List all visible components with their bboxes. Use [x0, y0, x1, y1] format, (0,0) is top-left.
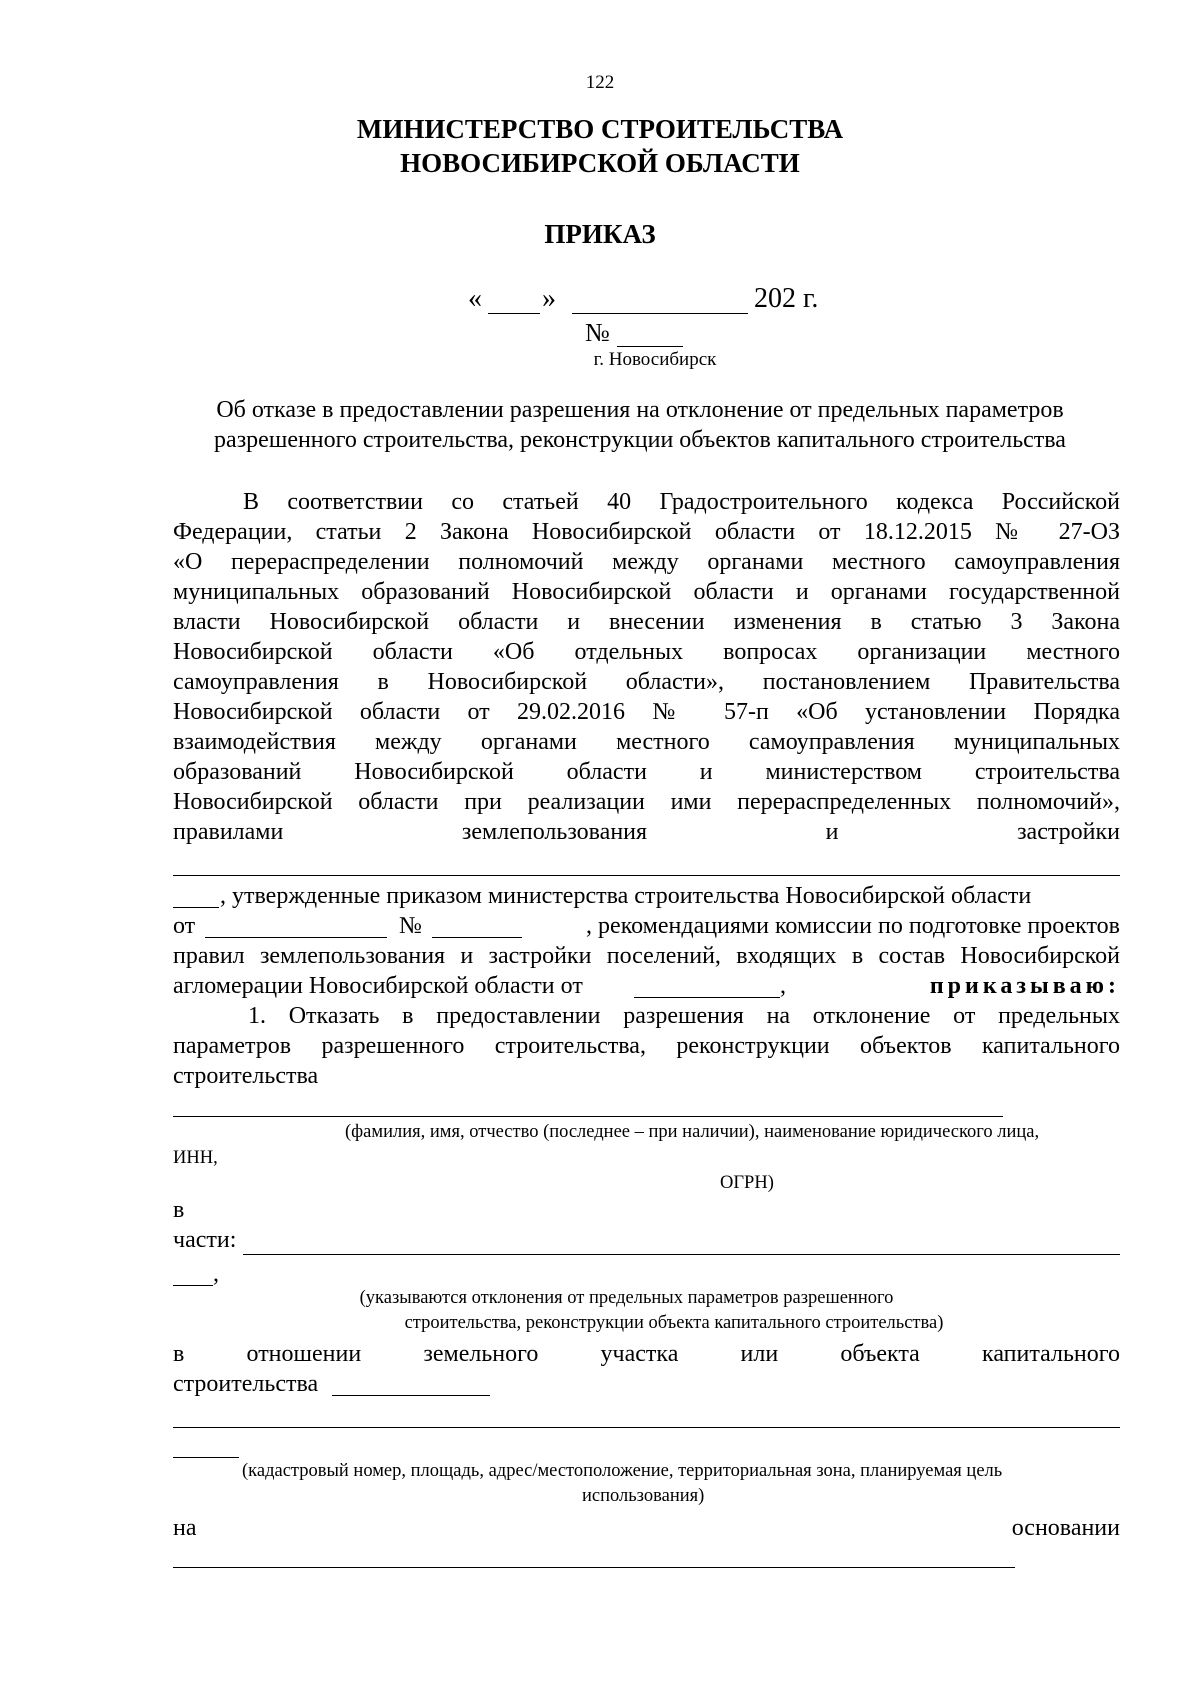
preamble-line: , рекомендациями комиссии по подготовке проектов — [586, 913, 1120, 939]
subject-line2: разрешенного строительства, реконструкции объектов капитального строительства — [214, 427, 1066, 453]
preamble-line: , утвержденные приказом министерства строительства Новосибирской области — [220, 883, 1032, 909]
rules-name-blank — [173, 875, 1120, 876]
relation-line: в отношении земельного участка или объекта капитального — [173, 1341, 1120, 1367]
construction-label: строительства — [173, 1371, 319, 1397]
page-number: 122 — [585, 72, 615, 93]
preamble-line: агломерации Новосибирской области от — [173, 973, 583, 999]
preamble-line: муниципальных образований Новосибирской области и органами государственной — [173, 579, 1120, 605]
preamble-line: взаимодействия между органами местного самоуправления муниципальных — [173, 729, 1120, 755]
date-close-quote: » — [542, 283, 556, 314]
approval-date-blank — [205, 937, 387, 938]
cadastral-hint: использования) — [582, 1486, 705, 1506]
order-keyword: приказываю: — [929, 973, 1120, 999]
comma: , — [213, 1261, 219, 1287]
preamble-line: образований Новосибирской области и министерством строительства — [173, 759, 1120, 785]
item1-line: 1. Отказать в предоставлении разрешения на отклонение от предельных — [248, 1003, 1120, 1029]
day-blank — [488, 313, 540, 314]
comma: , — [780, 973, 786, 999]
preamble-line: власти Новосибирской области и внесении изменения в статью 3 Закона — [173, 609, 1120, 635]
subject-line1: Об отказе в предоставлении разрешения на отклонение от предельных параметров — [216, 397, 1064, 423]
preamble-line: самоуправления в Новосибирской области», постановлением Правительства — [173, 669, 1120, 695]
item1-line: параметров разрешенного строительства, реконструкции объектов капитального — [173, 1033, 1120, 1059]
month-blank — [572, 313, 748, 314]
date-open-quote: « — [468, 283, 482, 314]
on-word: на — [173, 1515, 197, 1541]
object-blank-cont — [173, 1457, 239, 1458]
preamble-line: Федерации, статьи 2 Закона Новосибирской области от 18.12.2015 № 27-ОЗ — [173, 519, 1120, 545]
preamble-line: Новосибирской области «Об отдельных вопросах организации местного — [173, 639, 1120, 665]
preamble-line: правил землепользования и застройки поселений, входящих в состав Новосибирской — [173, 943, 1120, 969]
approval-number-blank — [432, 937, 522, 938]
basis-blank — [173, 1567, 1015, 1568]
applicant-hint: (фамилия, имя, отчество (последнее – при наличии), наименование юридического лица, — [345, 1122, 1040, 1142]
part-label: части: — [173, 1227, 237, 1253]
ogrn-label: ОГРН) — [720, 1173, 774, 1193]
rules-year-blank — [173, 907, 219, 908]
deviations-hint: строительства, реконструкции объекта капитального строительства) — [404, 1313, 944, 1333]
order-title: ПРИКАЗ — [544, 219, 656, 249]
applicant-blank — [173, 1116, 1003, 1117]
part-blank — [243, 1254, 1120, 1255]
preamble-line: правилами землепользования и застройки — [173, 819, 1120, 845]
object-blank — [173, 1427, 1120, 1428]
commission-date-blank — [634, 997, 780, 998]
inn-label: ИНН, — [173, 1148, 218, 1168]
preamble-line: Новосибирской области от 29.02.2016 № 57-п «Об установлении Порядка — [173, 699, 1120, 725]
order-number-sign: № — [585, 318, 610, 347]
preamble-line: Новосибирской области при реализации ими перераспределенных полномочий», — [173, 789, 1120, 815]
preamble-from-label: от — [173, 913, 196, 939]
preamble-line: В соответствии со статьей 40 Градостроительного кодекса Российской — [243, 489, 1120, 515]
ministry-name-line2: НОВОСИБИРСКОЙ ОБЛАСТИ — [400, 148, 800, 178]
ministry-name-line1: МИНИСТЕРСТВО СТРОИТЕЛЬСТВА — [356, 114, 844, 144]
deviations-hint: (указываются отклонения от предельных параметров разрешенного — [359, 1288, 894, 1308]
construction-blank — [332, 1395, 490, 1396]
city-label: г. Новосибирск — [593, 349, 717, 370]
preamble-line: «О перераспределении полномочий между органами местного самоуправления — [173, 549, 1120, 575]
cadastral-hint: (кадастровый номер, площадь, адрес/местоположение, территориальная зона, планируемая цель — [242, 1461, 1003, 1481]
approval-number-sign: № — [399, 913, 422, 939]
part-blank-cont — [173, 1285, 213, 1286]
in-word: в — [173, 1197, 185, 1223]
basis-word: основании — [1011, 1515, 1120, 1541]
order-number-blank — [617, 346, 683, 347]
item1-line: строительства — [173, 1063, 319, 1089]
year-label: 202 г. — [754, 283, 819, 314]
